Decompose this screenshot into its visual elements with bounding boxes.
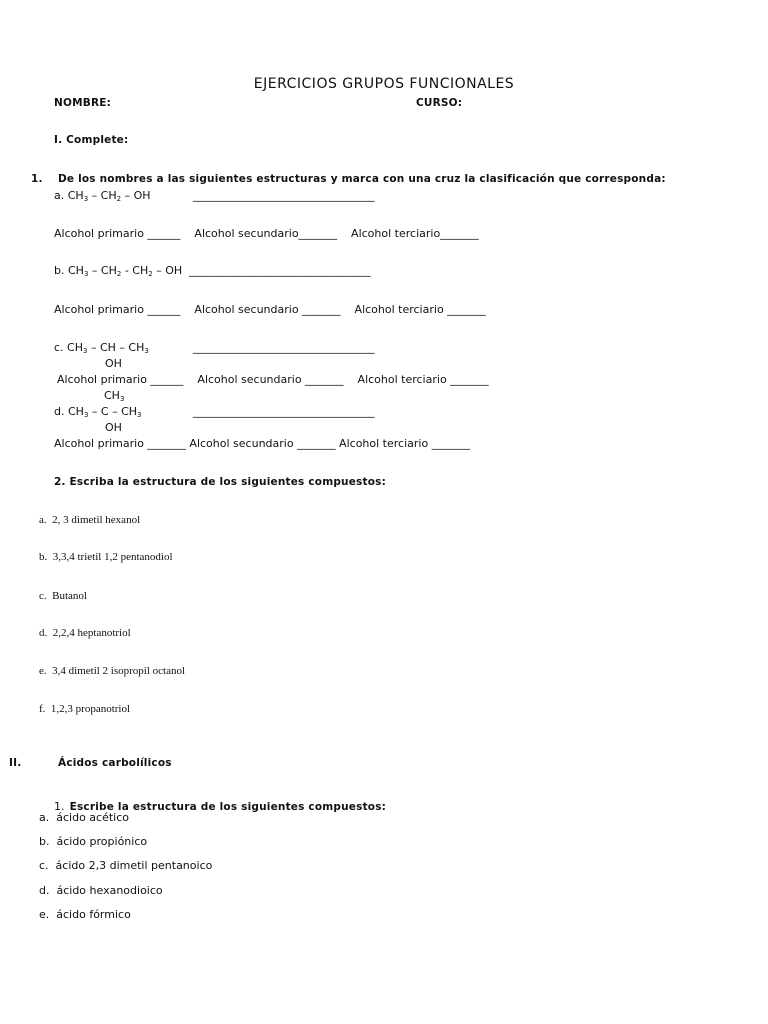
section-1-heading: I. Complete: (54, 134, 129, 146)
question-1-number: 1. (31, 173, 43, 185)
formula-d-oh: OH (105, 421, 122, 434)
answer-line-d[interactable]: _________________________________ (193, 405, 375, 418)
compound-item: d. 2,2,4 heptanotriol (39, 627, 131, 639)
compound-item: e. 3,4 dimetil 2 isopropil octanol (39, 665, 186, 677)
section-2-heading: Ácidos carbolílicos (58, 757, 172, 769)
curso-label: CURSO: (416, 97, 463, 109)
nombre-label: NOMBRE: (54, 97, 112, 109)
acid-item: a. ácido acético (39, 811, 130, 824)
question-2-heading: 2. Escriba la estructura de los siguientes compuestos: (54, 476, 386, 488)
classification-a[interactable]: Alcohol primario ______ Alcohol secundario_______ Alcohol terciario_______ (54, 227, 479, 240)
formula-d-ch3-top: $CH_3$ (104, 389, 125, 403)
acid-item: e. ácido fórmico (39, 908, 131, 921)
compound-item: a. 2, 3 dimetil hexanol (39, 514, 141, 526)
answer-line-b[interactable]: _________________________________ (189, 264, 371, 277)
compound-item: b. 3,3,4 trietil 1,2 pentanodiol (39, 551, 173, 563)
section-2-question-1: 1. Escribe la estructura de los siguientes compuestos: (54, 800, 387, 813)
acid-item: b. ácido propiónico (39, 835, 148, 848)
answer-line-c[interactable]: _________________________________ (193, 341, 375, 354)
formula-d: d. $CH_3$ – C – $CH_3$ (54, 405, 142, 419)
answer-line-a[interactable]: _________________________________ (193, 189, 375, 202)
acid-item: c. ácido 2,3 dimetil pentanoico (39, 859, 213, 872)
formula-c-oh: OH (105, 357, 122, 370)
acid-item: d. ácido hexanodioico (39, 884, 163, 897)
classification-c[interactable]: Alcohol primario ______ Alcohol secundario _______ Alcohol terciario _______ (57, 373, 489, 386)
formula-a: a. $CH_3 - CH_2$ – OH (54, 189, 151, 203)
formula-c: c. $CH_3$ – CH – $CH_3$ (54, 341, 149, 355)
classification-d[interactable]: Alcohol primario _______ Alcohol secundario _______ Alcohol terciario _______ (54, 437, 471, 450)
page-title: EJERCICIOS GRUPOS FUNCIONALES (253, 76, 515, 92)
compound-item: c. Butanol (39, 590, 87, 602)
classification-b[interactable]: Alcohol primario ______ Alcohol secundario _______ Alcohol terciario _______ (54, 303, 486, 316)
formula-b: b. $CH_3 - CH_2 - CH_2$ – OH (54, 264, 183, 278)
section-2-number: II. (9, 757, 22, 769)
question-1-text: De los nombres a las siguientes estructuras y marca con una cruz la clasificación que corresponda: (58, 173, 666, 185)
compound-item: f. 1,2,3 propanotriol (39, 703, 131, 715)
